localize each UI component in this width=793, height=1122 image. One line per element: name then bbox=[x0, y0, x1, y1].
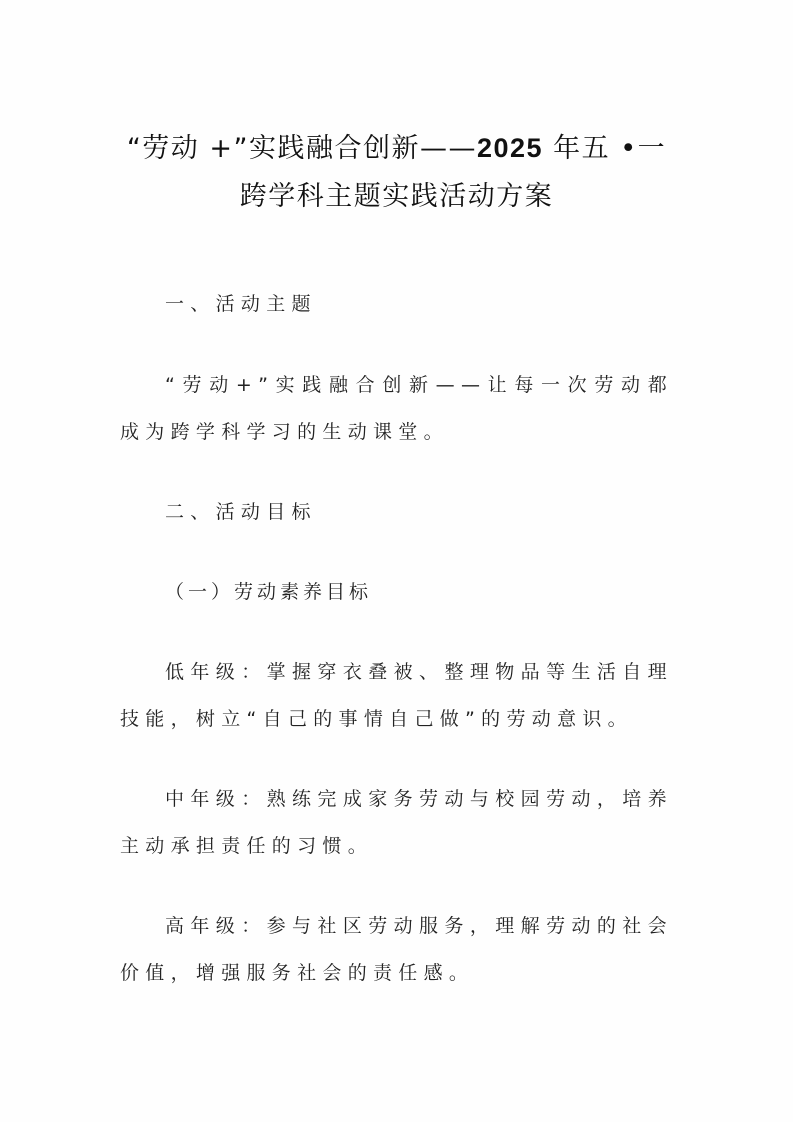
goal-paragraph-upper-grade: 高年级：参与社区劳动服务，理解劳动的社会价值，增强服务社会的责任感。 bbox=[120, 915, 673, 984]
subheading-labor-literacy: （一）劳动素养目标 bbox=[165, 581, 373, 603]
goal-paragraph-lower-grade: 低年级：掌握穿衣叠被、整理物品等生活自理技能，树立“自己的事情自己做”的劳动意识。 bbox=[120, 661, 673, 730]
document-title bbox=[120, 124, 673, 221]
title-prefix: “劳动 +”实践融合创新—— bbox=[126, 133, 477, 164]
section-heading-theme: 一、活动主题 bbox=[165, 293, 317, 315]
title-line-2: 跨学科主题实践活动方案 bbox=[239, 181, 554, 212]
goal-paragraph-middle-grade: 中年级：熟练完成家务劳动与校园劳动，培养主动承担责任的习惯。 bbox=[120, 788, 673, 857]
title-year: 2025 bbox=[477, 133, 544, 163]
theme-paragraph: “劳动+”实践融合创新——让每一次劳动都成为跨学科学习的生动课堂。 bbox=[120, 374, 673, 443]
section-heading-goals: 二、活动目标 bbox=[165, 501, 317, 523]
title-suffix: 年五 •一 bbox=[543, 133, 667, 164]
title-line-1 bbox=[120, 124, 673, 173]
